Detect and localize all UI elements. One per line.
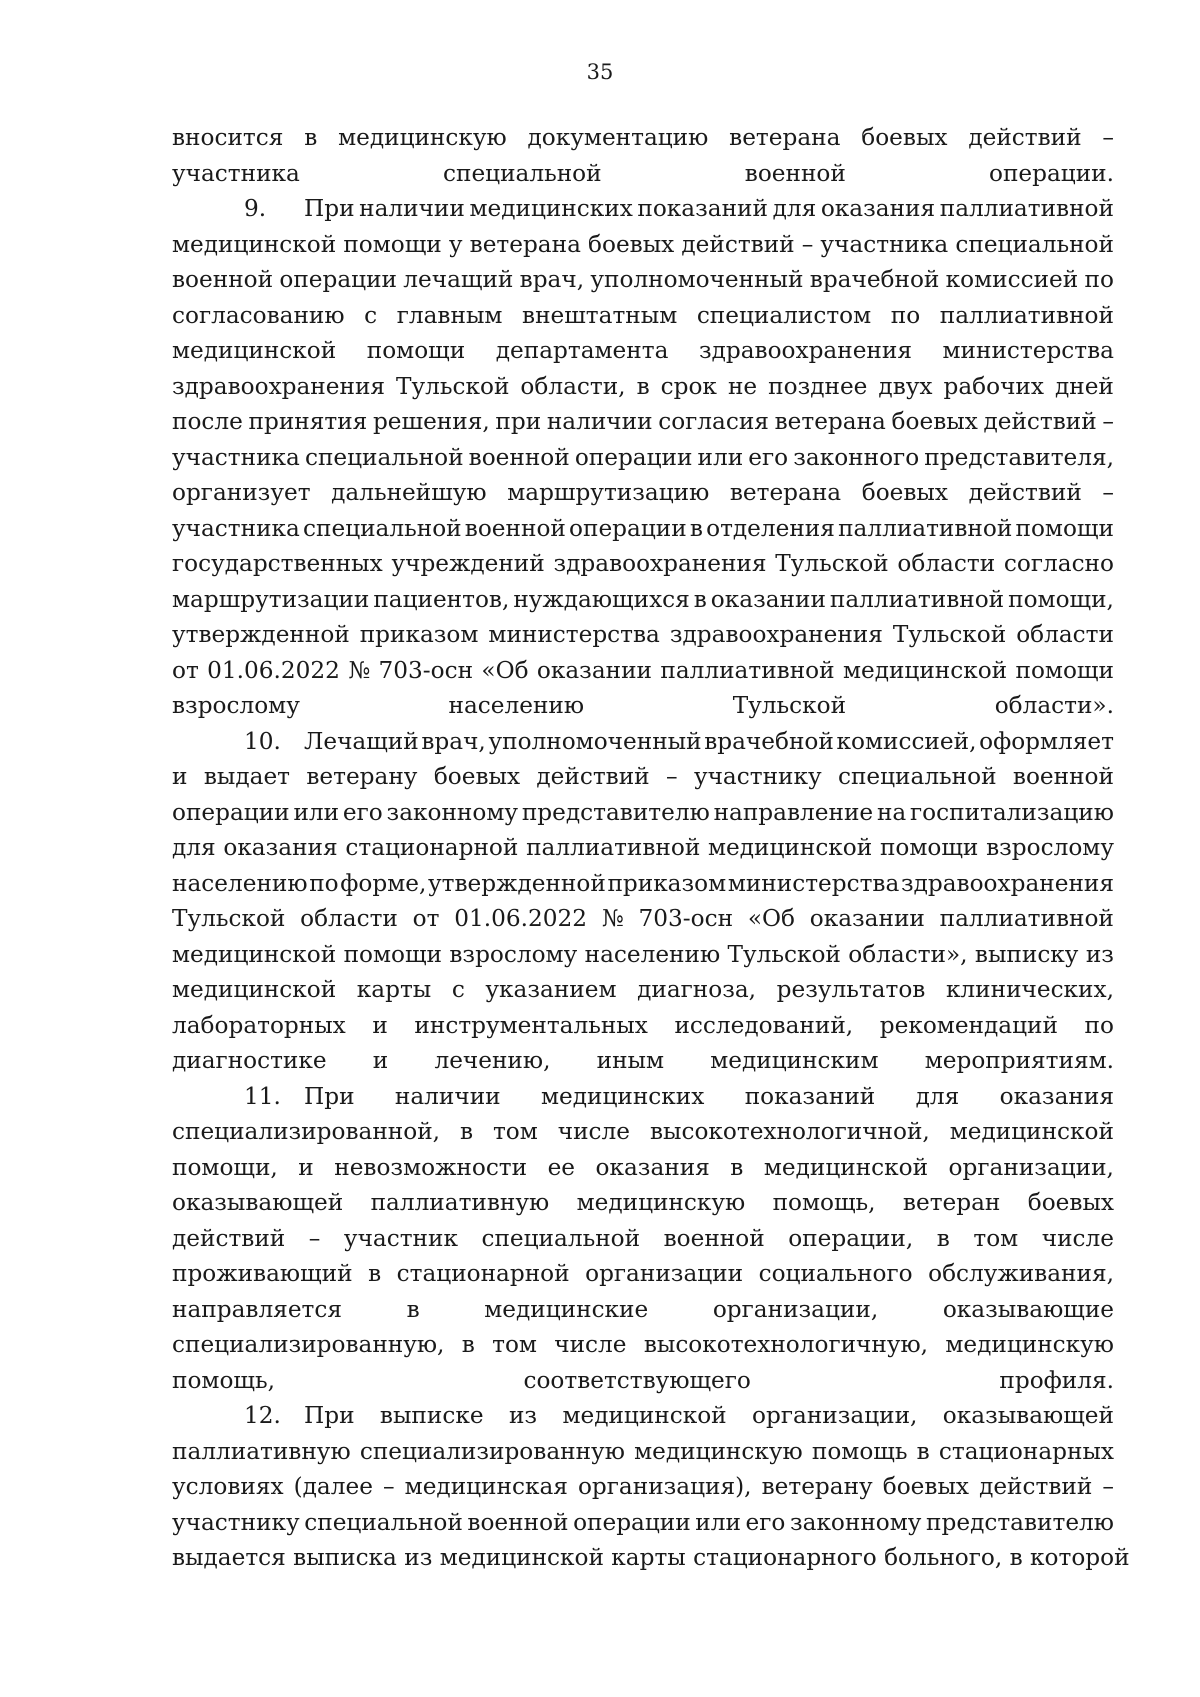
paragraph-p10 [172, 724, 1114, 1079]
paragraph-number: 9. [244, 195, 267, 222]
paragraph-line: участнику специальной военной операции или его законному представителю [172, 1508, 1114, 1536]
paragraph-line [172, 191, 1114, 227]
paragraph-p9 [172, 191, 1114, 724]
paragraph-line: и выдает ветерану боевых действий – участнику специальной военной [172, 763, 1114, 790]
paragraph-line: паллиативную специализированную медицинскую помощь в стационарных [172, 1437, 1114, 1465]
paragraph-line: маршрутизации пациентов, нуждающихся в оказании паллиативной помощи, [172, 585, 1114, 613]
paragraph-line: проживающий в стационарной организации социального обслуживания, [172, 1260, 1114, 1287]
paragraph-p11 [172, 1079, 1114, 1399]
paragraph-line: лабораторных и инструментальных исследований, рекомендаций по [172, 1011, 1114, 1039]
paragraph-line: операции или его законному представителю направление на госпитализацию [172, 798, 1114, 826]
paragraph-line: государственных учреждений здравоохранения Тульской области согласно [172, 550, 1114, 577]
paragraph-line [172, 724, 1114, 760]
document-body [172, 120, 1130, 1576]
paragraph-line: медицинской помощи у ветерана боевых действий – участника специальной [172, 230, 1114, 258]
paragraph-line: помощь, соответствующего профиля. [172, 1366, 1114, 1394]
paragraph-line: выдается выписка из медицинской карты стационарного больного, в которой [172, 1544, 1130, 1571]
paragraph-line: согласованию с главным внештатным специалистом по паллиативной [172, 301, 1114, 329]
paragraph-p8-cont [172, 120, 1114, 191]
paragraph-number: 12. [244, 1402, 281, 1429]
paragraph-line: здравоохранения Тульской области, в срок не позднее двух рабочих дней [172, 372, 1114, 400]
paragraph-line: вносится в медицинскую документацию ветерана боевых действий – [172, 124, 1114, 151]
paragraph-line: утвержденной приказом министерства здравоохранения Тульской области [172, 621, 1114, 648]
paragraph-line: медицинской карты с указанием диагноза, результатов клинических, [172, 976, 1114, 1003]
paragraph-line: диагностике и лечению, иным медицинским мероприятиям. [172, 1047, 1114, 1074]
paragraph-line: направляется в медицинские организации, оказывающие [172, 1295, 1114, 1323]
paragraph-line: медицинской помощи взрослому населению Тульской области», выписку из [172, 940, 1114, 968]
paragraph-line: оказывающей паллиативную медицинскую помощь, ветеран боевых [172, 1189, 1114, 1216]
paragraph-line: действий – участник специальной военной операции, в том числе [172, 1224, 1114, 1252]
paragraph-number: 11. [244, 1082, 281, 1110]
paragraph-line: Тульской области от 01.06.2022 № 703-осн «Об оказании паллиативной [172, 905, 1114, 932]
paragraph-line: военной операции лечащий врач, уполномоченный врачебной комиссией по [172, 266, 1114, 293]
paragraph-line: участника специальной военной операции. [172, 159, 1114, 187]
paragraph-line: участника специальной военной операции или его законного представителя, [172, 443, 1114, 471]
paragraph-line: условиях (далее – медицинская организация), ветерану боевых действий – [172, 1473, 1114, 1500]
paragraph-number: 10. [244, 727, 281, 755]
paragraph-line: от 01.06.2022 № 703-осн «Об оказании паллиативной медицинской помощи [172, 656, 1114, 684]
paragraph-line [172, 1079, 1114, 1115]
paragraph-line [172, 1398, 1114, 1434]
paragraph-line: после принятия решения, при наличии согласия ветерана боевых действий – [172, 408, 1114, 435]
paragraph-line: организует дальнейшую маршрутизацию ветерана боевых действий – [172, 479, 1114, 506]
paragraph-line: специализированную, в том числе высокотехнологичную, медицинскую [172, 1331, 1114, 1358]
paragraph-first-line-text: При наличии медицинских показаний для оказания [304, 1082, 1114, 1110]
paragraph-line: специализированной, в том числе высокотехнологичной, медицинской [172, 1118, 1114, 1145]
page-number: 35 [586, 60, 614, 84]
paragraph-first-line-text: При выписке из медицинской организации, оказывающей [304, 1402, 1114, 1429]
paragraph-first-line-text: Лечащий врач, уполномоченный врачебной комиссией, оформляет [304, 727, 1114, 755]
paragraph-line: для оказания стационарной паллиативной медицинской помощи взрослому [172, 834, 1114, 861]
paragraph-p12 [172, 1398, 1130, 1576]
paragraph-line: взрослому населению Тульской области». [172, 692, 1114, 719]
paragraph-line: медицинской помощи департамента здравоохранения министерства [172, 337, 1114, 364]
paragraph-line: помощи, и невозможности ее оказания в медицинской организации, [172, 1153, 1114, 1181]
paragraph-first-line-text: При наличии медицинских показаний для оказания паллиативной [304, 195, 1114, 222]
paragraph-line: участника специальной военной операции в отделения паллиативной помощи [172, 514, 1114, 542]
paragraph-line: населению по форме, утвержденной приказом министерства здравоохранения [172, 869, 1114, 897]
